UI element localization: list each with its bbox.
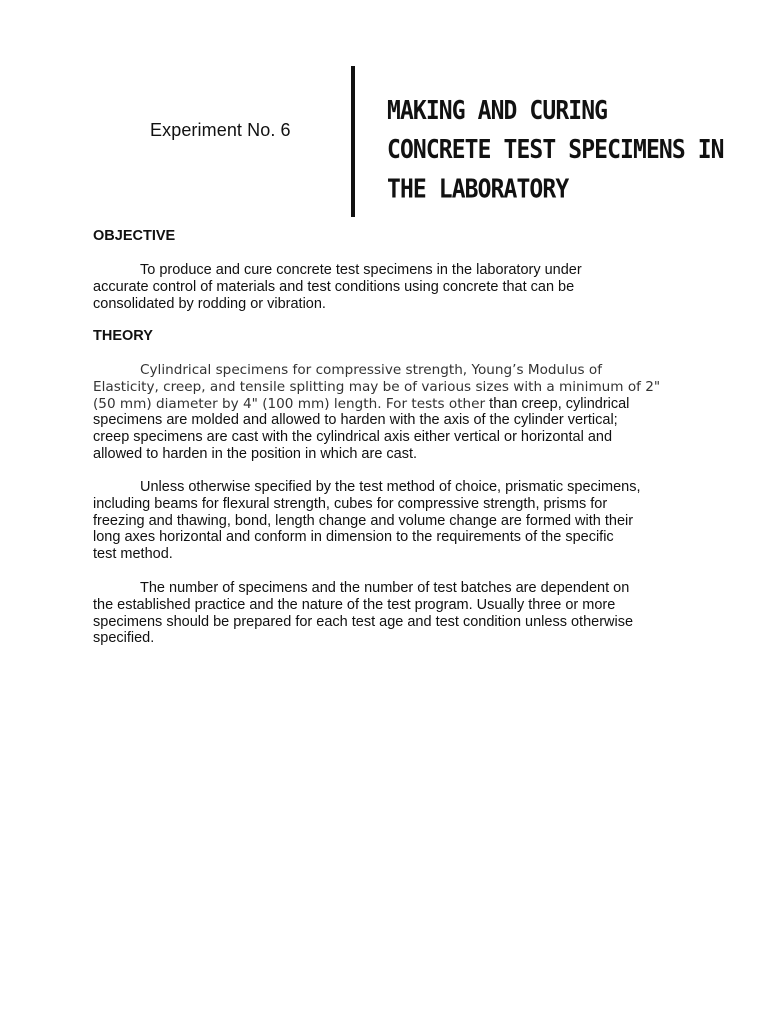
text-fragment: (50 mm) diameter by 4" (100 mm) length. For tests other: [93, 395, 486, 412]
text-line: [93, 396, 683, 413]
title-line: THE LABORATORY: [387, 174, 569, 204]
text-line: specimens are molded and allowed to harden with the axis of the cylinder vertical;: [93, 412, 618, 429]
text-line: The number of specimens and the number of test batches are dependent on: [140, 580, 630, 596]
theory-paragraph-3: [93, 580, 683, 647]
text-line: accurate control of materials and test conditions using concrete that can be: [93, 278, 575, 295]
header-divider: [351, 66, 355, 217]
text-line: test method.: [93, 546, 173, 563]
text-line: Elasticity, creep, and tensile splitting may be of various sizes with a minimum of 2": [93, 378, 661, 395]
text-line: allowed to harden in the position in which are cast.: [93, 445, 418, 462]
text-line: the established practice and the nature of the test program. Usually three or more: [93, 596, 616, 613]
text-line: long axes horizontal and conform in dimension to the requirements of the specific: [93, 529, 614, 546]
text-line: Cylindrical specimens for compressive strength, Young’s Modulus of: [140, 362, 603, 378]
theory-heading: THEORY: [93, 328, 153, 344]
title-line: CONCRETE TEST SPECIMENS IN: [387, 135, 724, 165]
text-line: To produce and cure concrete test specimens in the laboratory under: [140, 262, 582, 278]
theory-paragraph-1: [93, 362, 683, 463]
text-line: consolidated by rodding or vibration.: [93, 295, 326, 312]
document-title: [387, 92, 757, 210]
title-line: MAKING AND CURING: [387, 96, 608, 126]
text-line: Unless otherwise specified by the test method of choice, prismatic specimens,: [140, 479, 641, 495]
theory-paragraph-2: [93, 479, 683, 563]
text-fragment: than creep, cylindrical: [485, 395, 630, 412]
text-line: specified.: [93, 630, 155, 647]
text-line: specimens should be prepared for each test age and test condition unless otherwise: [93, 613, 634, 630]
text-line: freezing and thawing, bond, length change and volume change are formed with their: [93, 512, 634, 529]
objective-heading: OBJECTIVE: [93, 228, 176, 244]
text-line: creep specimens are cast with the cylindrical axis either vertical or horizontal and: [93, 429, 613, 446]
experiment-number: Experiment No. 6: [150, 120, 291, 140]
objective-paragraph: [93, 262, 683, 312]
text-line: including beams for flexural strength, cubes for compressive strength, prisms for: [93, 495, 608, 512]
